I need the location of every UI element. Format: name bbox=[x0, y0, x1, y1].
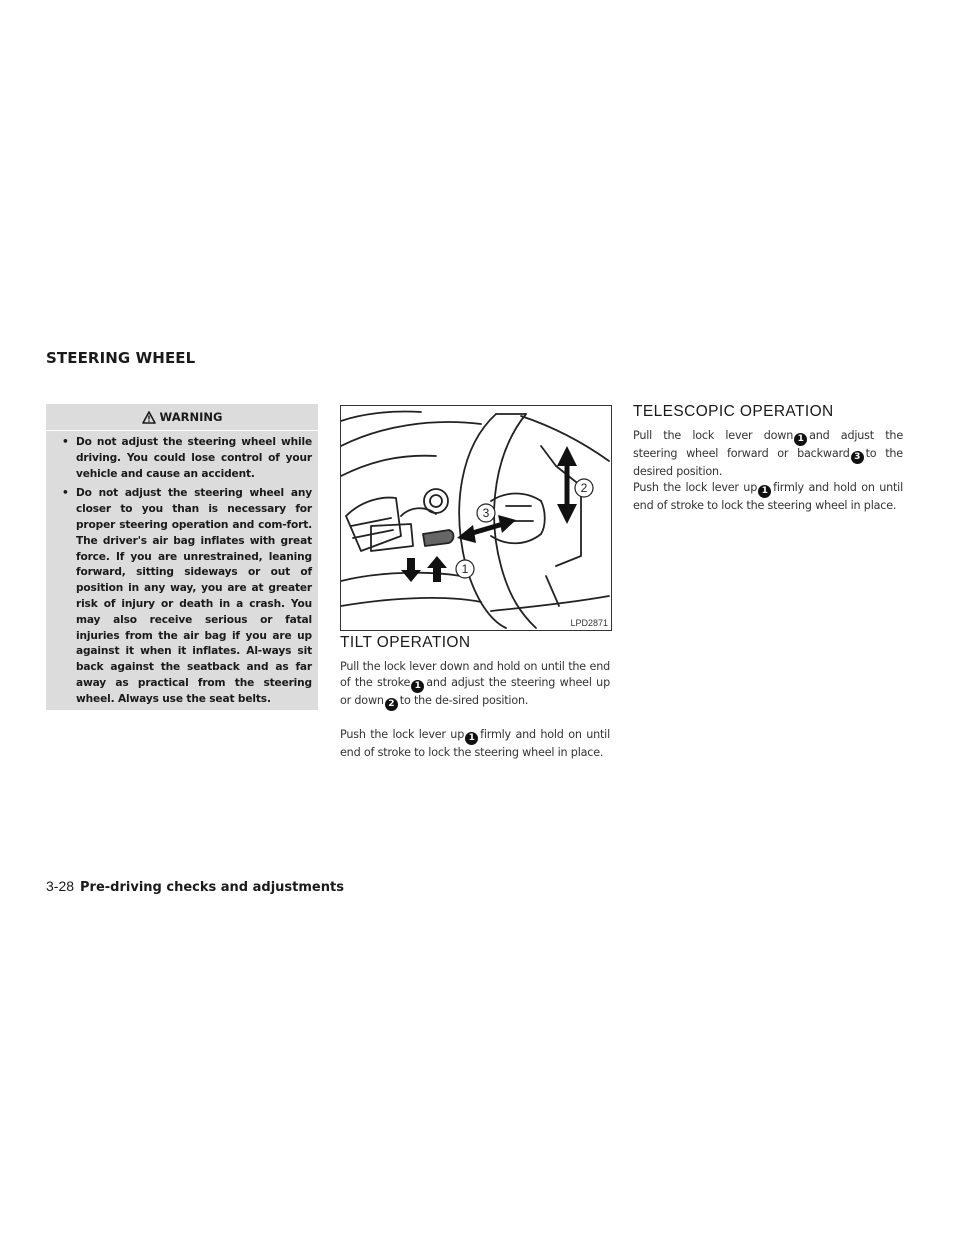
warning-triangle-icon bbox=[142, 411, 156, 424]
callout-1: 1 bbox=[461, 562, 469, 576]
warning-heading bbox=[46, 404, 318, 431]
warning-box bbox=[46, 404, 318, 710]
callout-2: 2 bbox=[580, 481, 588, 495]
number-1-icon: 1 bbox=[794, 433, 807, 446]
telescopic-paragraph-2: Push the lock lever up 1 firmly and hold on until end of stroke to lock the steering wheel in place. bbox=[633, 481, 903, 512]
callout-3: 3 bbox=[482, 506, 490, 520]
warning-item: • Do not adjust the steering wheel while driving. You could lose control of your vehicle and cause an accident. bbox=[62, 435, 312, 482]
page-footer bbox=[46, 878, 344, 895]
tilt-operation-heading: TILT OPERATION bbox=[340, 634, 471, 651]
steering-wheel-illustration bbox=[340, 405, 612, 631]
warning-list bbox=[46, 431, 318, 708]
chapter-title: Pre-driving checks and adjustments bbox=[80, 880, 344, 895]
warning-heading-text: WARNING bbox=[159, 410, 223, 424]
number-1-icon: 1 bbox=[758, 485, 771, 498]
section-title: STEERING WHEEL bbox=[46, 349, 196, 367]
figure-code: LPD2871 bbox=[570, 618, 608, 628]
tilt-paragraph-1: Pull the lock lever down and hold on until the end of the stroke 1 and adjust the steering wheel up or down 2 to the de-sired position. bbox=[340, 660, 610, 710]
number-2-icon: 2 bbox=[385, 698, 398, 711]
telescopic-operation-heading: TELESCOPIC OPERATION bbox=[633, 403, 834, 420]
tilt-paragraph-2: Push the lock lever up 1 firmly and hold on until end of stroke to lock the steering wheel in place. bbox=[340, 728, 610, 759]
number-3-icon: 3 bbox=[851, 451, 864, 464]
warning-item: • Do not adjust the steering wheel any closer to you than is necessary for proper steering operation and com-fort. The driver's air bag inflates with great force. If you are unrestrained, leaning forward, sitting sideways or out of position in any way, you are at greater risk of injury or death in a crash. You may also receive serious or fatal injuries from the air bag if you are up against it when it inflates. Al-ways sit back against the seatback and as far away as practical from the steering wheel. Always use the seat belts. bbox=[62, 486, 312, 707]
illustration-drawing bbox=[341, 406, 611, 630]
telescopic-paragraph-1: Pull the lock lever down 1 and adjust the steering wheel forward or backward 3 to the desired position. bbox=[633, 429, 903, 478]
number-1-icon: 1 bbox=[411, 680, 424, 693]
number-1-icon: 1 bbox=[465, 732, 478, 745]
page-number: 3-28 bbox=[46, 878, 75, 894]
